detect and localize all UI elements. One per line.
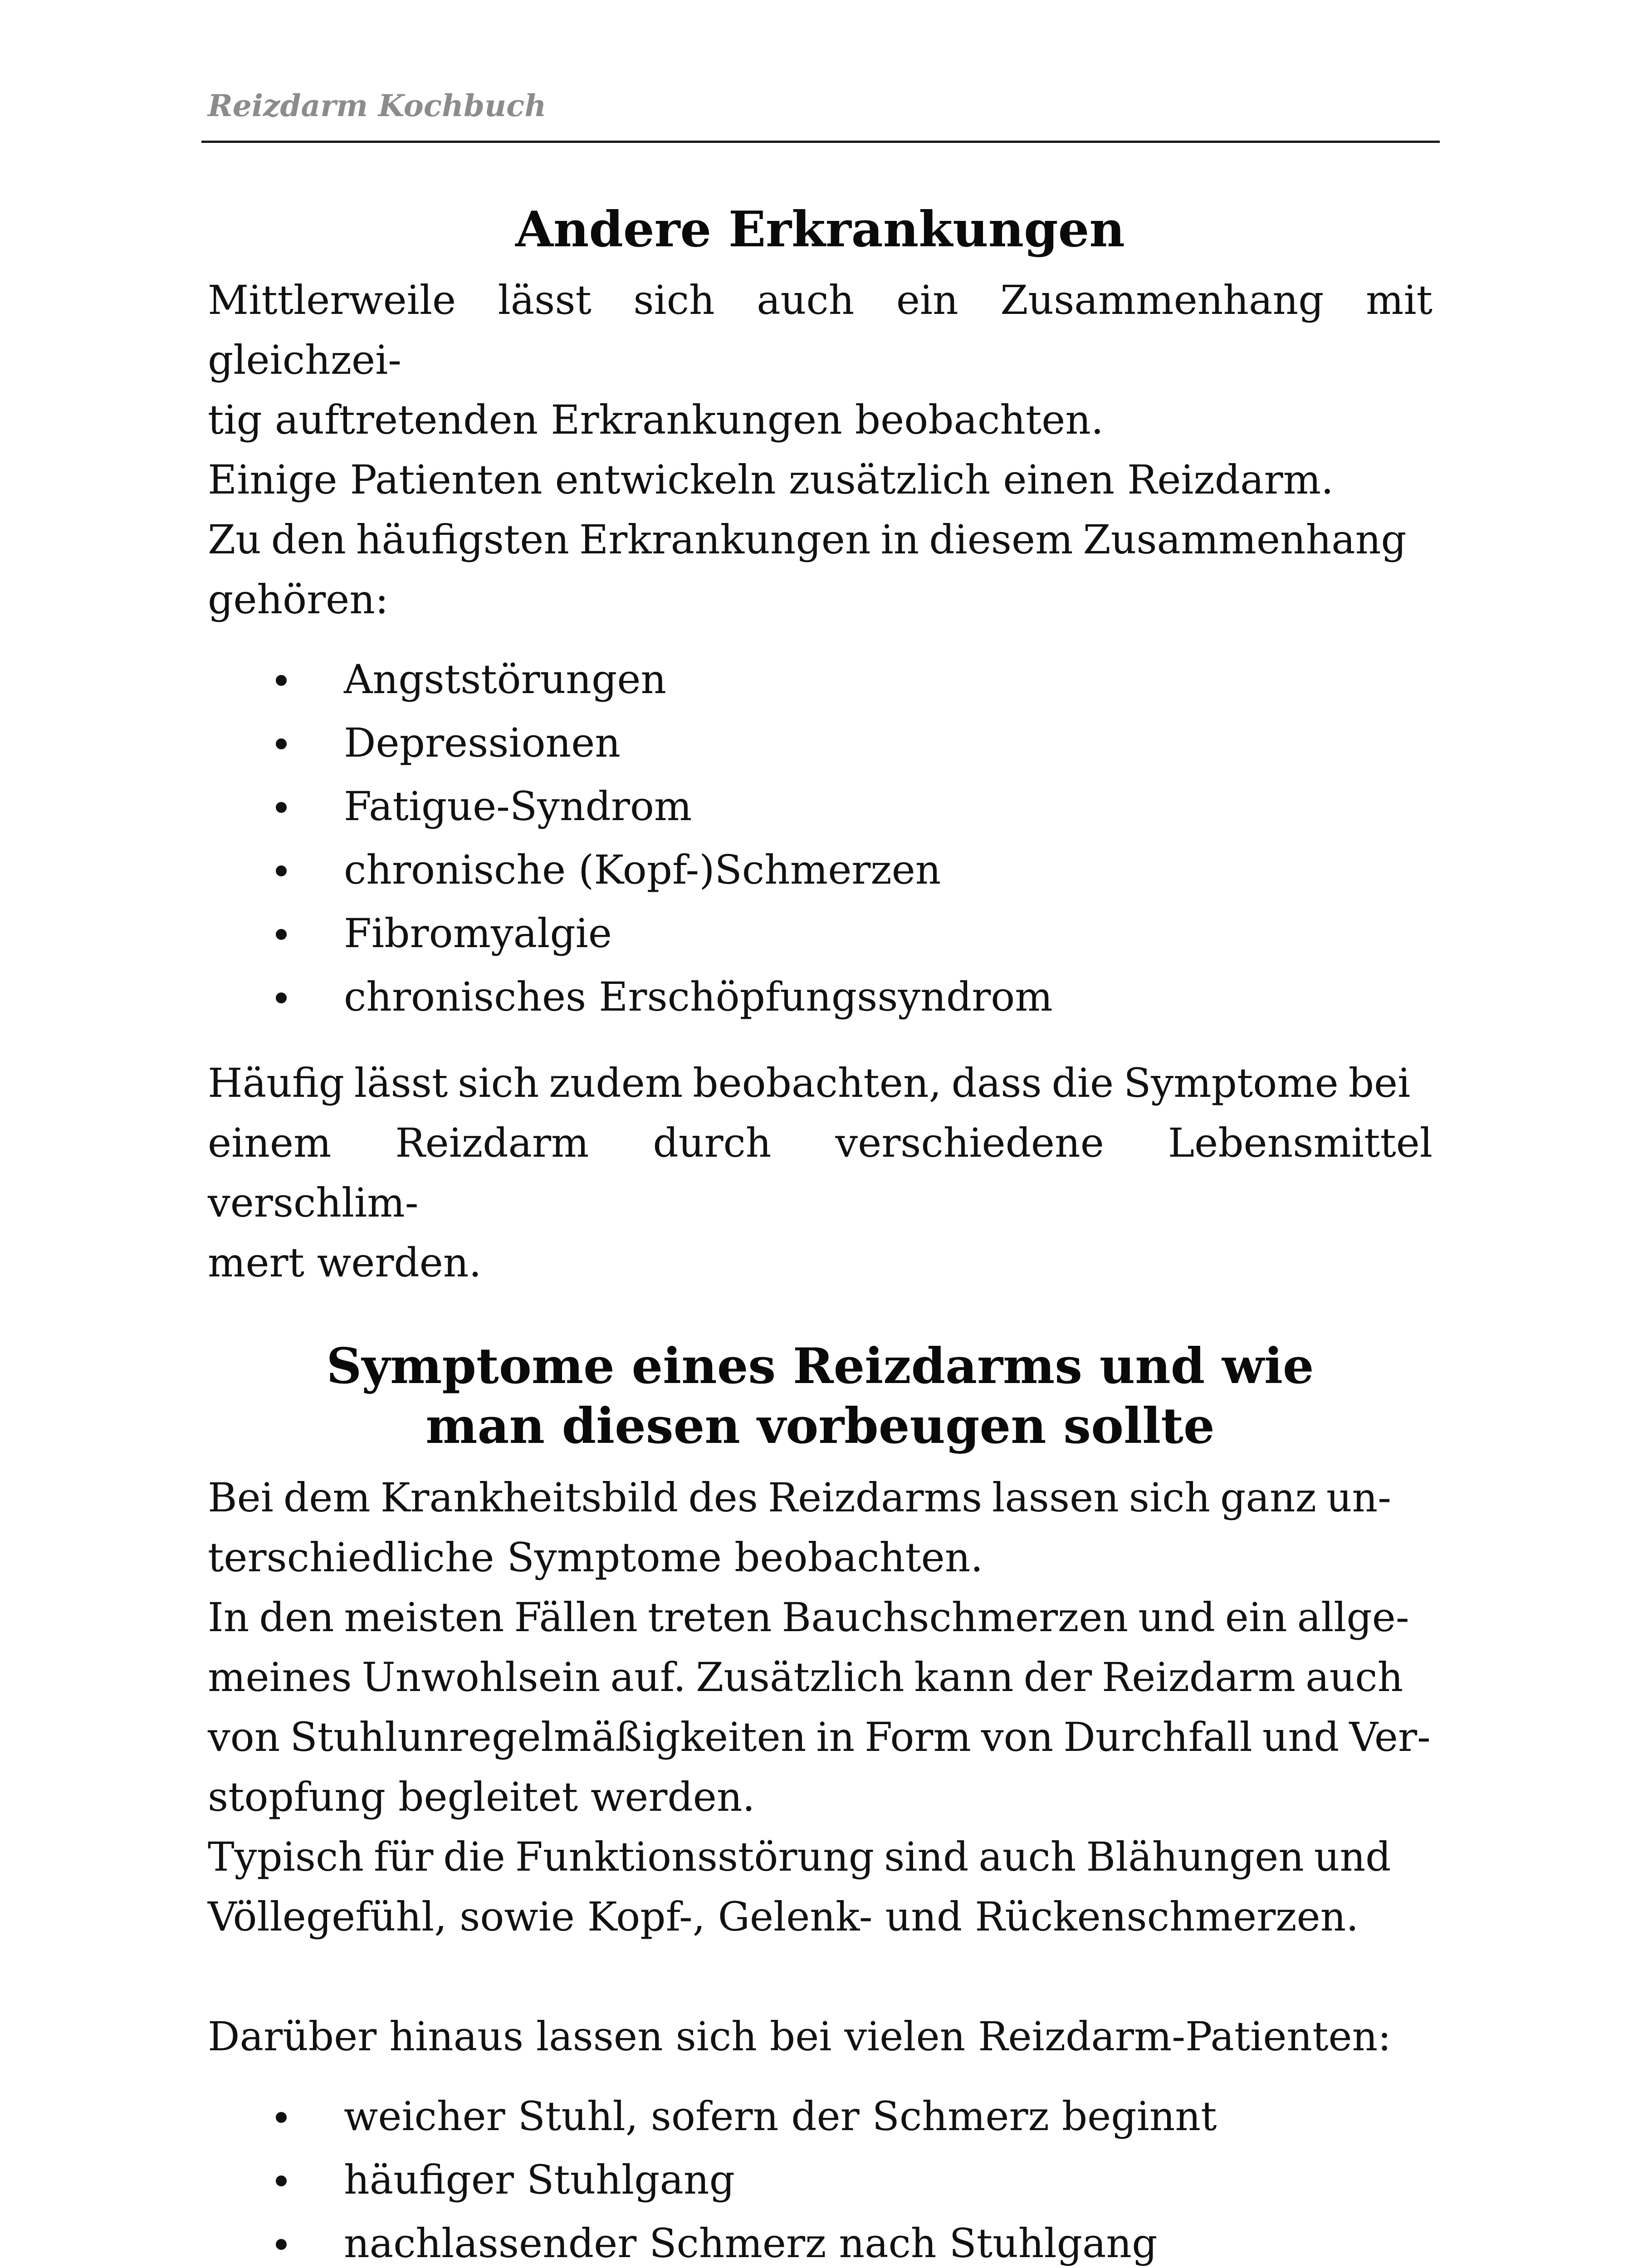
list-item bbox=[208, 775, 1433, 838]
header-rule bbox=[201, 141, 1440, 143]
body-paragraph-line: Typisch für die Funktionsstörung sind auch Blähungen und bbox=[208, 1833, 1391, 1880]
disease-list bbox=[208, 648, 1433, 1029]
list-item bbox=[208, 838, 1433, 902]
body-paragraph-line: terschiedliche Symptome beobachten. bbox=[208, 1534, 983, 1581]
list-item-text: weicher Stuhl, sofern der Schmerz beginnt bbox=[344, 2093, 1217, 2140]
outro-paragraph-line: einem Reizdarm durch verschiedene Lebensmittel verschlim- bbox=[208, 1119, 1433, 1226]
list-item-text: Angststörungen bbox=[344, 656, 667, 703]
body-paragraph-line: von Stuhlunregelmäßigkeiten in Form von Durchfall und Ver- bbox=[208, 1714, 1431, 1760]
list-item-text: nachlassender Schmerz nach Stuhlgang bbox=[344, 2220, 1158, 2267]
bullet-icon bbox=[276, 2112, 287, 2123]
intro-paragraph-line: gehören: bbox=[208, 576, 389, 623]
outro-paragraph-line: Häufig lässt sich zudem beobachten, dass die Symptome bei bbox=[208, 1060, 1411, 1106]
list-item bbox=[208, 2148, 1433, 2212]
bullet-icon bbox=[276, 992, 287, 1003]
list-item bbox=[208, 2085, 1433, 2148]
running-header-title: Reizdarm Kochbuch bbox=[208, 88, 547, 123]
section-heading-other-diseases: Andere Erkrankungen bbox=[515, 201, 1125, 258]
section-heading-line: man diesen vorbeugen sollte bbox=[425, 1398, 1215, 1455]
body-paragraph-line: meines Unwohlsein auf. Zusätzlich kann der Reizdarm auch bbox=[208, 1654, 1403, 1701]
lead-line: Darüber hinaus lassen sich bei vielen Reizdarm-Patienten: bbox=[208, 2013, 1391, 2060]
bullet-icon bbox=[276, 802, 287, 813]
list-item-text: Fatigue-Syndrom bbox=[344, 783, 692, 830]
list-item bbox=[208, 2212, 1433, 2268]
section-heading-symptoms bbox=[208, 1336, 1433, 1456]
list-item-text: Depressionen bbox=[344, 719, 621, 766]
list-item bbox=[208, 648, 1433, 711]
page-content bbox=[208, 200, 1433, 2268]
list-item-text: chronisches Erschöpfungssyndrom bbox=[344, 973, 1053, 1020]
bullet-icon bbox=[276, 738, 287, 749]
outro-paragraph-line: mert werden. bbox=[208, 1239, 482, 1286]
bullet-icon bbox=[276, 675, 287, 686]
bullet-icon bbox=[276, 2239, 287, 2250]
list-item-text: häufiger Stuhlgang bbox=[344, 2156, 735, 2203]
symptom-list bbox=[208, 2085, 1433, 2268]
bullet-icon bbox=[276, 2175, 287, 2186]
list-item-text: chronische (Kopf-)Schmerzen bbox=[344, 846, 941, 893]
bullet-icon bbox=[276, 929, 287, 940]
list-item-text: Fibromyalgie bbox=[344, 910, 612, 957]
paragraph-spacer bbox=[208, 1947, 1433, 2007]
list-item bbox=[208, 711, 1433, 775]
body-paragraph-line: In den meisten Fällen treten Bauchschmerzen und ein allge- bbox=[208, 1594, 1409, 1641]
intro-paragraph-line: Einige Patienten entwickeln zusätzlich einen Reizdarm. bbox=[208, 456, 1334, 503]
body-paragraph-line: Bei dem Krankheitsbild des Reizdarms lassen sich ganz un- bbox=[208, 1474, 1391, 1521]
section-heading-line: Symptome eines Reizdarms und wie bbox=[326, 1338, 1314, 1395]
intro-paragraph-line: Zu den häufigsten Erkrankungen in diesem Zusammenhang bbox=[208, 516, 1407, 563]
list-item bbox=[208, 902, 1433, 965]
list-item bbox=[208, 965, 1433, 1029]
bullet-icon bbox=[276, 865, 287, 876]
intro-paragraph-line: Mittlerweile lässt sich auch ein Zusammenhang mit gleichzei- bbox=[208, 277, 1433, 383]
intro-paragraph-line: tig auftretenden Erkrankungen beobachten. bbox=[208, 396, 1104, 443]
body-paragraph-line: Völlegefühl, sowie Kopf-, Gelenk- und Rückenschmerzen. bbox=[208, 1893, 1359, 1940]
body-paragraph-line: stopfung begleitet werden. bbox=[208, 1774, 755, 1820]
